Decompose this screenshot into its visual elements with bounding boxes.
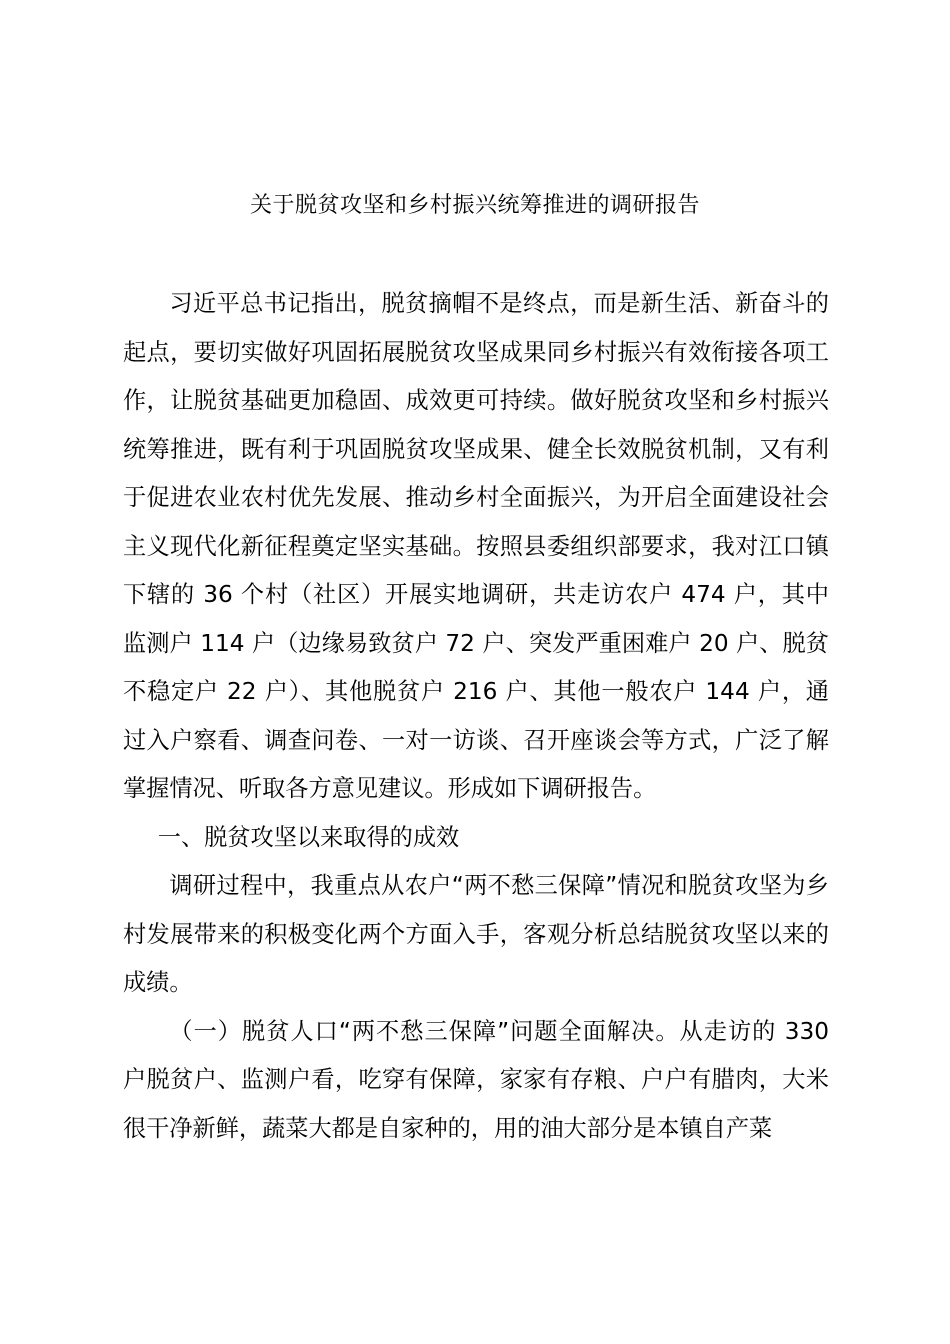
document-body bbox=[123, 280, 829, 1153]
intro-paragraph: 习近平总书记指出，脱贫摘帽不是终点，而是新生活、新奋斗的起点，要切实做好巩固拓展脱贫攻坚成果同乡村振兴有效衔接各项工作，让脱贫基础更加稳固、成效更可持续。做好脱贫攻坚和乡村振兴统筹推进，既有利于巩固脱贫攻坚成果、健全长效脱贫机制，又有利于促进农业农村优先发展、推动乡村全面振兴，为开启全面建设社会主义现代化新征程奠定坚实基础。按照县委组织部要求，我对江口镇下辖的 36 个村（社区）开展实地调研，共走访农户 474 户，其中监测户 114 户（边缘易致贫户 72 户、突发严重困难户 20 户、脱贫不稳定户 22 户）、其他脱贫户 216 户、其他一般农户 144 户，通过入户察看、调查问卷、一对一访谈、召开座谈会等方式，广泛了解掌握情况、听取各方意见建议。形成如下调研报告。 bbox=[123, 290, 829, 802]
document-title: 关于脱贫攻坚和乡村振兴统筹推进的调研报告 bbox=[249, 193, 700, 218]
subsection-1-paragraph: （一）脱贫人口“两不愁三保障”问题全面解决。从走访的 330 户脱贫户、监测户看，吃穿有保障，家家有存粮、户户有腊肉，大米很干净新鲜，蔬菜大都是自家种的，用的油大部分是本镇自产菜 bbox=[123, 1017, 829, 1142]
section-1-intro-paragraph: 调研过程中，我重点从农户“两不愁三保障”情况和脱贫攻坚为乡村发展带来的积极变化两个方面入手，客观分析总结脱贫攻坚以来的成绩。 bbox=[123, 872, 829, 996]
section-heading-1: 一、脱贫攻坚以来取得的成效 bbox=[157, 823, 460, 851]
